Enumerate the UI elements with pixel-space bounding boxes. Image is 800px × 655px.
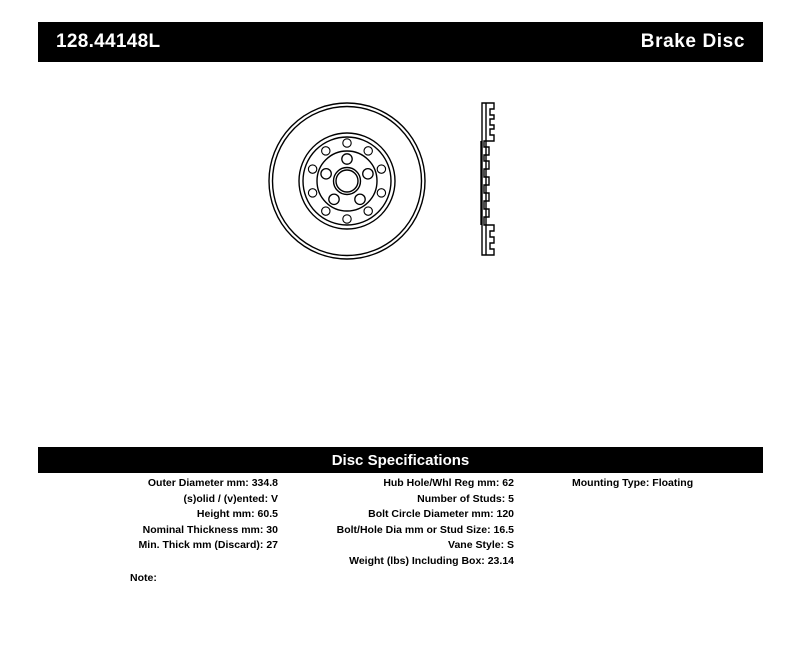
spec-item: Nominal Thickness mm: 30 — [142, 523, 278, 536]
spec-item: Height mm: 60.5 — [196, 508, 278, 520]
document-header-bar — [38, 22, 763, 62]
note-label: Note: — [130, 572, 157, 584]
brake-disc-cross-section-view — [481, 103, 494, 255]
disc-drawing-svg — [250, 85, 550, 285]
spec-item: Vane Style: S — [448, 539, 514, 551]
spec-section-title: Disc Specifications — [331, 451, 470, 469]
spec-table — [38, 476, 763, 586]
technical-drawing — [250, 85, 550, 285]
spec-column-middle — [284, 476, 514, 569]
spec-item: Mounting Type: Floating — [572, 477, 694, 489]
spec-item: Min. Thick mm (Discard): 27 — [138, 539, 278, 551]
page-title: Brake Disc — [640, 31, 745, 52]
spec-item: (s)olid / (v)ented: V — [183, 492, 278, 505]
spec-item: Number of Studs: 5 — [417, 492, 514, 505]
spec-item: Weight (lbs) Including Box: 23.14 — [349, 554, 514, 567]
spec-column-right — [530, 476, 760, 492]
bolt-holes — [321, 154, 373, 205]
spec-column-left — [38, 476, 278, 554]
spec-item: Outer Diameter mm: 334.8 — [147, 477, 278, 489]
spec-item: Hub Hole/Whl Reg mm: 62 — [383, 477, 514, 489]
brake-disc-face-view — [269, 103, 425, 259]
spec-section-header — [38, 447, 763, 473]
part-number: 128.44148L — [56, 31, 161, 52]
spec-item: Bolt/Hole Dia mm or Stud Size: 16.5 — [336, 523, 514, 536]
spec-item: Bolt Circle Diameter mm: 120 — [368, 508, 514, 520]
